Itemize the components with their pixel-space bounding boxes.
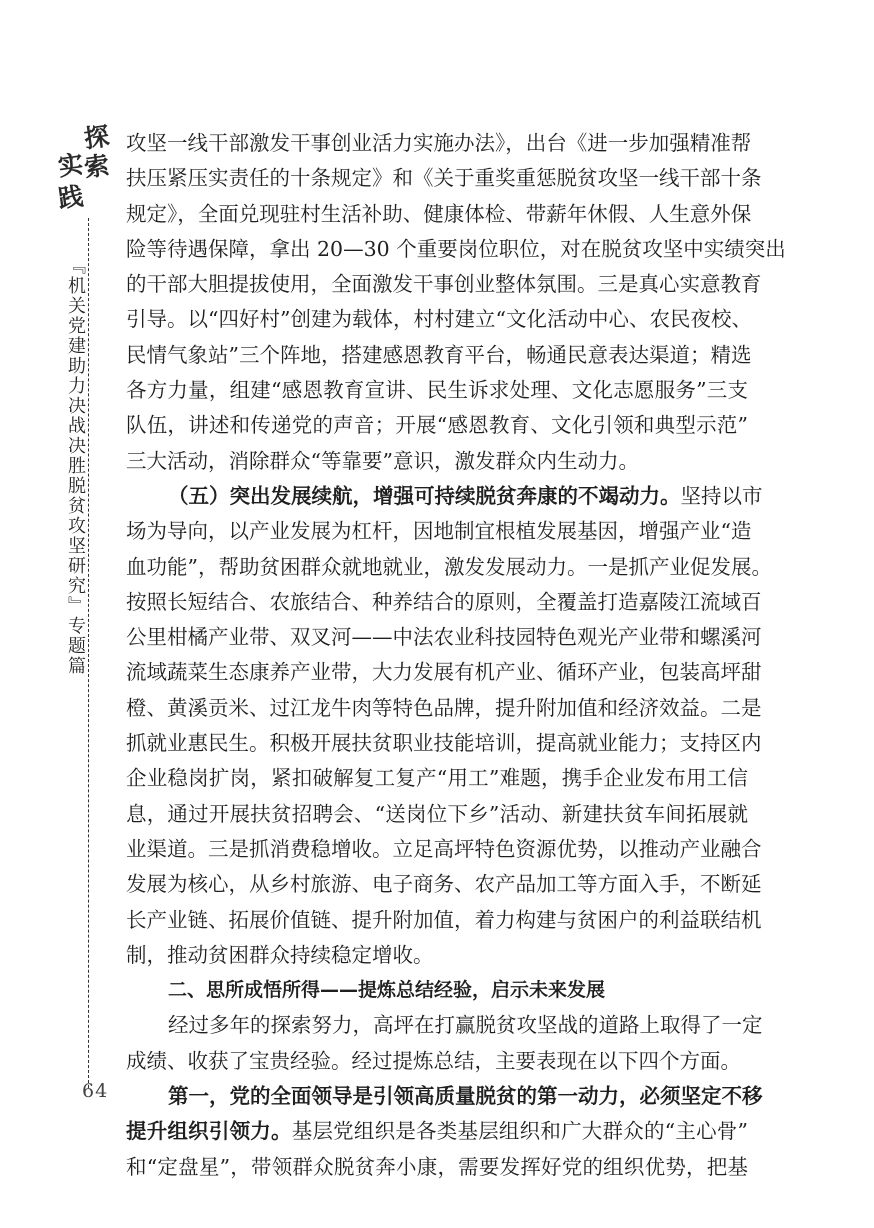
text-run: 坚持以市 [680,483,763,508]
page-number: 64 [82,1080,109,1102]
text-line: 息，通过开展扶贫招聘会、“送岗位下乡”活动、新建扶贫车间拓展就 [126,801,748,826]
text-line: 和“定盘星”，带领群众脱贫奔小康，需要发挥好党的组织优势，把基 [126,1154,748,1179]
text-line: 成绩、收获了宝贵经验。经过提炼总结，主要表现在以下四个方面。 [126,1048,741,1073]
vertical-section-title: 『机关党建助力决战决胜脱贫攻坚研究』专题篇 [64,252,86,680]
body-text [126,126,786,1185]
section-heading: 二、思所成悟所得——提炼总结经验，启示未来发展 [168,979,606,1002]
text-line: 血功能”，帮助贫困群众就地就业，激发发展动力。一是抓产业促发展。 [126,554,772,579]
text-line: 企业稳岗扩岗，紧扣破解复工复产“用工”难题，携手企业发布用工信 [126,766,748,791]
text-line [126,1079,763,1114]
text-line: 长产业链、拓展价值链、提升附加值，着力构建与贫困户的利益联结机 [126,907,762,932]
logo-char: 实 [56,149,86,182]
text-line: 三大活动，消除群众“等靠要”意识，激发群众内生动力。 [126,448,639,473]
logo-char: 探 [82,121,112,154]
text-line: 攻坚一线干部激发干事创业活力实施办法》，出台《进一步加强精准帮 [126,131,752,155]
series-logo [54,118,110,218]
text-line: 业渠道。三是抓消费稳增收。立足高坪特色资源优势，以推动产业融合 [126,836,762,861]
text-line: 险等待遇保障，拿出 20—30 个重要岗位职位，对在脱贫攻坚中实绩突出 [126,236,786,261]
paragraph-continued [126,126,786,479]
text-line: 发展为核心，从乡村旅游、电子商务、农产品加工等方面入手，不断延 [126,872,762,897]
text-line: 民情气象站”三个阵地，搭建感恩教育平台，畅通民意表达渠道；精选 [126,342,752,367]
text-line: 规定》，全面兑现驻村生活补助、健康体检、带薪年休假、人生意外保 [126,201,752,226]
sidebar [48,118,110,1108]
dashed-divider [88,218,89,1088]
text-line: 引导。以“四好村”创建为载体，村村建立“文化活动中心、农民夜校、 [126,307,752,332]
text-line: 流域蔬菜生态康养产业带，大力发展有机产业、循环产业，包装高坪甜 [126,660,762,685]
paragraph-five [126,479,772,973]
text-line [126,479,763,514]
text-line [126,1114,748,1149]
paragraph-seven [126,1079,763,1185]
paragraph-lead: 第一，党的全面领导是引领高质量脱贫的第一动力，必须坚定不移 [168,1084,763,1109]
text-line: 公里柑橘产业带、双叉河——中法农业科技园特色观光产业带和螺溪河 [126,625,762,650]
text-line: 制，推动贫困群众持续稳定增收。 [126,942,434,967]
paragraph-six [126,1008,763,1079]
paragraph-lead: 提升组织引领力。 [126,1119,292,1144]
text-line: 队伍，讲述和传递党的声音；开展“感恩教育、文化引领和典型示范” [126,413,748,438]
text-line: 场为导向，以产业发展为杠杆，因地制宜根植发展基因，增强产业“造 [126,519,752,544]
text-line: 经过多年的探索努力，高坪在打赢脱贫攻坚战的道路上取得了一定 [168,1013,763,1038]
text-run: 基层党组织是各类基层组织和广大群众的“主心骨” [291,1119,748,1144]
text-line: 橙、黄溪贡米、过江龙牛肉等特色品牌，提升附加值和经济效益。二是 [126,695,762,720]
text-line: 按照长短结合、农旅结合、种养结合的原则，全覆盖打造嘉陵江流域百 [126,589,762,614]
text-line: 的干部大胆提拔使用，全面激发干事创业整体氛围。三是真心实意教育 [126,272,762,297]
logo-char: 索 [82,150,112,183]
text-line: 抓就业惠民生。积极开展扶贫职业技能培训，提高就业能力；支持区内 [126,731,762,756]
text-line: 各方力量，组建“感恩教育宣讲、民生诉求处理、文化志愿服务”三支 [126,378,748,403]
paragraph-lead: （五）突出发展续航，增强可持续脱贫奔康的不竭动力。 [168,483,681,508]
text-line: 扶压紧压实责任的十条规定》和《关于重奖重惩脱贫攻坚一线干部十条 [126,166,762,191]
logo-char: 践 [56,181,86,214]
